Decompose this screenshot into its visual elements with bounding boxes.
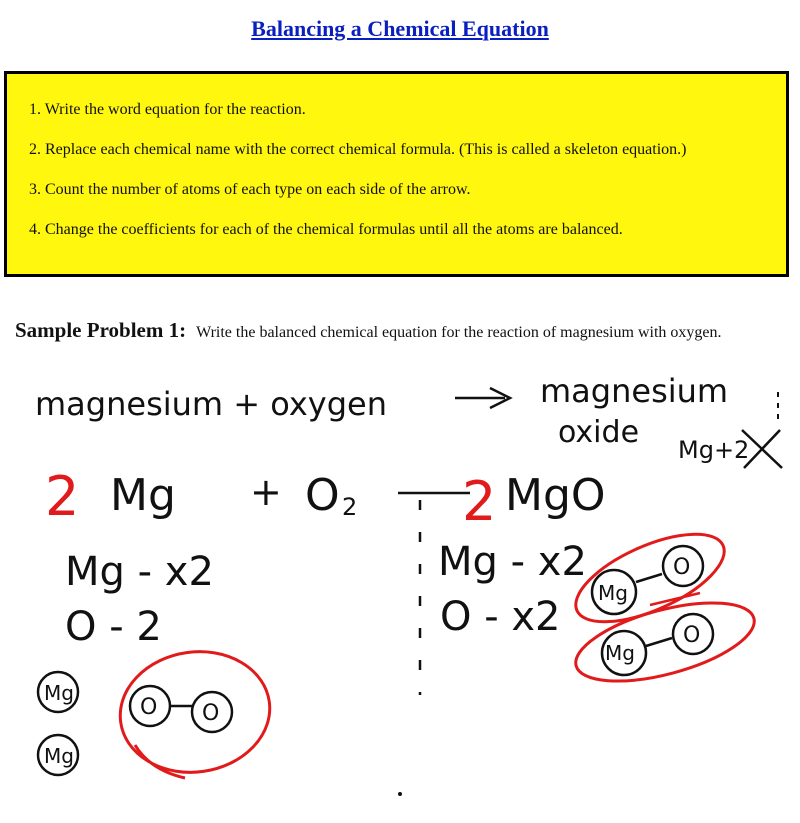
word-equation-product-line1: magnesium — [540, 372, 729, 410]
mgo-red-circle-2 — [568, 587, 762, 696]
product-o-label-1: O — [673, 555, 691, 580]
step-3: 3. Count the number of atoms of each type on each side of the arrow. — [29, 181, 471, 198]
sample-problem — [15, 318, 722, 343]
product-mg-label-2: Mg — [605, 641, 635, 665]
mgo-bond-1 — [636, 574, 662, 582]
product-mg-label-1: Mg — [598, 581, 628, 605]
atom-mg-label-2: Mg — [44, 744, 74, 768]
atom-o-label-1: O — [140, 695, 158, 720]
reactant-o2: O — [305, 470, 340, 521]
word-equation-product-line2: oxide — [558, 415, 640, 450]
sample-problem-label: Sample Problem 1: — [15, 318, 187, 342]
reactant-coefficient: 2 — [45, 465, 80, 528]
charge-note: Mg+2 — [678, 436, 750, 464]
plus-sign: + — [250, 470, 282, 514]
word-equation-reactants: magnesium + oxygen — [35, 385, 387, 423]
sample-problem-text: Write the balanced chemical equation for the reaction of magnesium with oxygen. — [196, 324, 722, 341]
step-4: 4. Change the coefficients for each of the chemical formulas until all the atoms are balanced. — [29, 221, 623, 238]
page-title: Balancing a Chemical Equation — [251, 16, 549, 41]
step-1: 1. Write the word equation for the reaction. — [29, 101, 306, 118]
handwritten-work — [0, 350, 800, 823]
atom-o-label-2: O — [202, 701, 220, 726]
left-count-o: O - 2 — [65, 604, 162, 650]
reactant-mg: Mg — [110, 470, 176, 521]
ink-dot — [398, 792, 402, 796]
step-2: 2. Replace each chemical name with the correct chemical formula. (This is called a skeleton equation.) — [29, 141, 687, 158]
product-o-label-2: O — [683, 623, 701, 648]
reactant-o2-subscript: 2 — [342, 493, 358, 521]
o2-red-circle — [112, 642, 277, 782]
right-count-mg: Mg - x2 — [438, 539, 587, 585]
product-mgo: MgO — [505, 470, 606, 521]
atom-mg-label-1: Mg — [44, 681, 74, 705]
left-count-mg: Mg - x2 — [65, 549, 214, 595]
word-equation-arrow — [455, 388, 510, 408]
right-count-o: O - x2 — [440, 594, 561, 640]
product-coefficient: 2 — [462, 470, 497, 533]
steps-box — [4, 71, 789, 277]
mgo-bond-2 — [646, 638, 672, 646]
